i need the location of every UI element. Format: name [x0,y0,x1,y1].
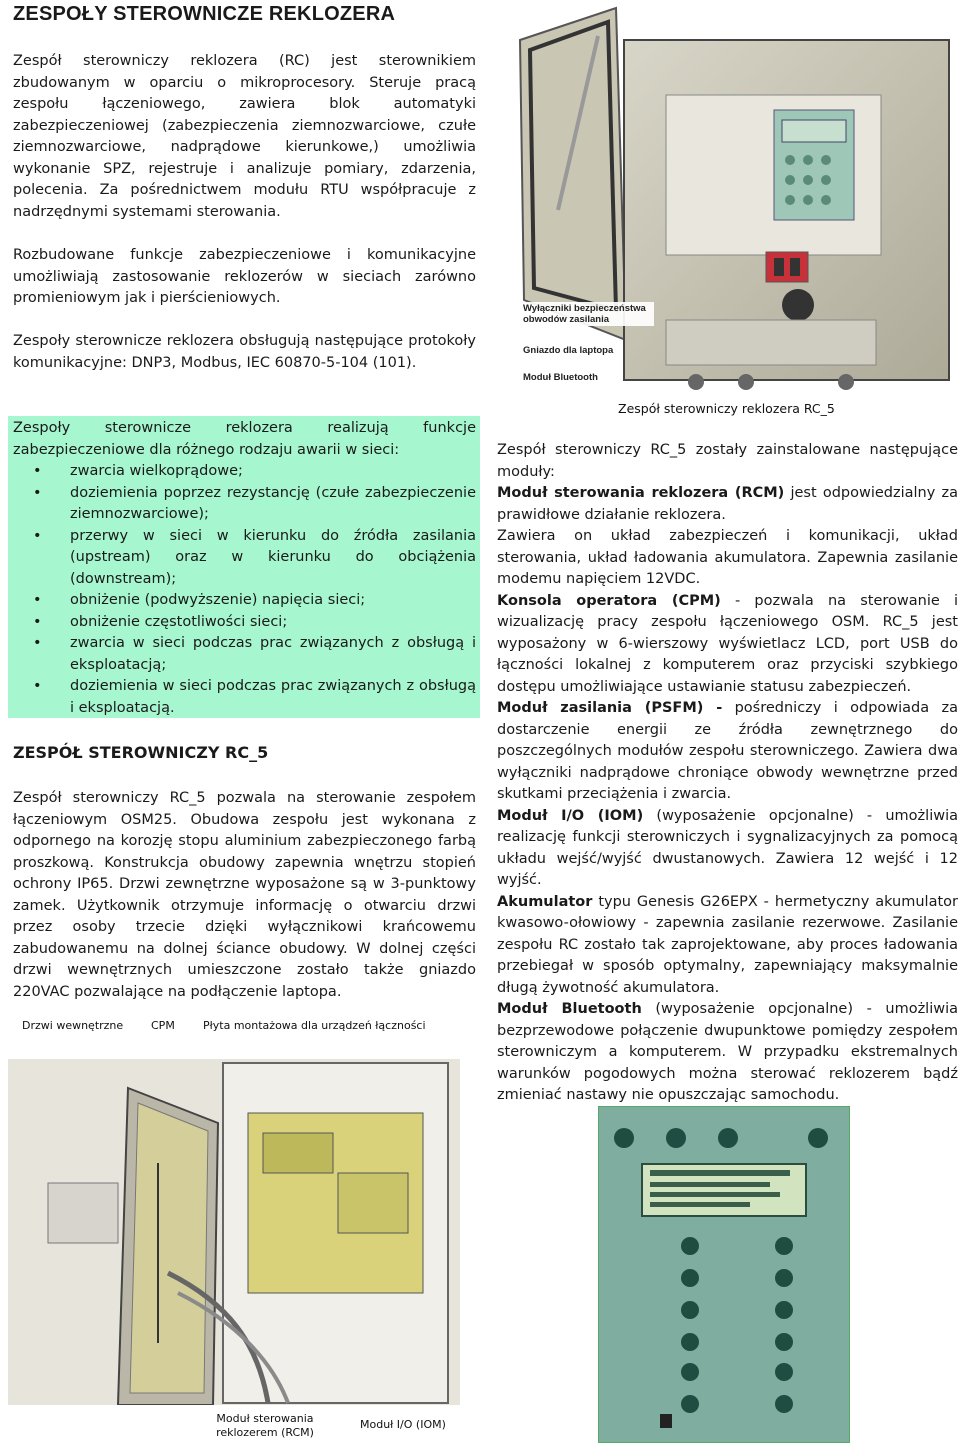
label-inner-door: Drzwi wewnętrzne [22,1019,124,1032]
rcm-text: jest odpowiedzialny za prawidłowe działanie reklozera. [497,485,958,523]
psfm-text: pośredniczy i odpowiada za dostarczenie energii ze źródła zewnętrznego do poszczególnych modułów zespołu sterowniczego. Zawiera dwa wyłączniki nadprądowe chroniące obwody wewnętrzne przed skutkami przeciążenia i zwarcia. [497,700,958,802]
bluetooth-text: (wyposażenie opcjonalne) - umożliwia bezprzewodowe połączenie dwupunktowe pomiędzy zespołem sterowniczym a komputerem. W przypadku ekstremalnych warunków pogodowych można sterować reklozerem bądź zmieniać nastawy nie opuszczając samochodu. [497,1001,959,1103]
interior-photo [8,1043,460,1405]
list-item: • zwarcia w sieci podczas prac związanych z obsługą i eksploatacją; [13,633,476,676]
iom-title: Moduł I/O (IOM) [497,807,644,824]
modules-intro: Zespół sterowniczy RC_5 zostały zainstalowane następujące moduły: [497,442,958,480]
interior-illustration [8,1043,460,1405]
cabinet-photo-caption: Zespół sterowniczy reklozera RC_5 [618,401,835,416]
operator-panel-photo [598,1106,850,1443]
label-bluetooth-module: Moduł Bluetooth [520,371,601,384]
label-safety-switches: Wyłączniki bezpieczeństwa obwodów zasilania [520,302,654,326]
rc5-heading: ZESPÓŁ STEROWNICZY RC_5 [13,743,269,762]
protection-list [13,461,476,719]
operator-panel-illustration [598,1106,850,1443]
label-rcm: Moduł sterowania reklozerem (RCM) [216,1412,314,1439]
bluetooth-title: Moduł Bluetooth [497,1001,642,1017]
cabinet-illustration [516,0,960,392]
rcm-title: Moduł sterowania reklozera (RCM) [497,485,785,501]
list-item: • obniżenie (podwyższenie) napięcia sieci; [13,590,476,612]
cpm-title: Konsola operatora (CPM) [497,592,721,609]
rc5-paragraph: Zespół sterowniczy RC_5 pozwala na sterowanie zespołem łączeniowym OSM25. Obudowa zespołu jest wykonana z odpornego na korozję stopu aluminium zabezpieczonego farbą proszkową. Konstrukcja obudowy zapewnia wnętrzu stopień ochrony IP65. Drzwi zewnętrzne wyposażone są w 3-punktowy zamek. Użytkownik otrzymuje informację o otwarciu drzwi przez osoby trzecie dzięki wyłącznikowi krańcowemu zabudowanemu na dolnej ściance obudowy. W dolnej części drzwi wewnętrznych umieszczone zostało także gniazdo 220VAC pozwalające na podłączenie laptopa. [13,790,476,1000]
page-title: ZESPOŁY STEROWNICZE REKLOZERA [13,3,396,25]
cpm-text: - pozwala na sterowanie i wizualizację pracy zespołu łączeniowego OSM. RC_5 jest wyposażony w 6-wierszowy wyświetlacz LCD, port USB do łączności lokalnej z komputerem oraz przyciski szybkiego dostępu umożliwiające ustawianie statusu zabezpieczeń. [497,592,958,695]
accumulator-text: typu Genesis G26EPX - hermetyczny akumulator kwasowo-ołowiowy - zapewnia zasilanie rezerwowe. Zasilanie zespołu RC zostało tak zaprojektowane, aby proces ładowania przebiegał w sposób optymalny, zapewniający maksymalnie długą żywotność akumulatora. [497,893,958,996]
list-item: • zwarcia wielkoprądowe; [13,461,476,483]
list-item: • doziemienia w sieci podczas prac związanych z obsługą i eksploatacją. [13,676,476,719]
label-iom: Moduł I/O (IOM) [360,1418,446,1431]
modules-description [497,440,958,1107]
protection-intro: Zespoły sterownicze reklozera realizują funkcje zabezpieczeniowe dla różnego rodzaju awarii w sieci: [13,420,476,458]
label-cpm: CPM [151,1019,175,1032]
label-mounting-plate: Płyta montażowa dla urządzeń łączności [203,1019,426,1032]
iom-text: (wyposażenie opcjonalne) - umożliwia realizację funkcji sterowniczych i sygnalizacyjnych za pomocą układu wejść/wyjść dwustanowych. Zawiera 12 wejść i 12 wyjść. [497,807,958,888]
intro-paragraph: Zespół sterowniczy reklozera (RC) jest sterownikiem zbudowanym w oparciu o mikroprocesory. Steruje pracą zespołu łączeniowego, zawiera blok automatyki zabezpieczeniowej (zabezpieczenia ziemnozwarciowe, czułe ziemnozwarciowe, nadprądowe kierunkowe,) umożliwia wykonanie SPZ, rejestruje i analizuje pomiary, zdarzenia, polecenia. Za pośrednictwem modułu RTU współpracuje z nadrzędnymi systemami sterowania. [13,53,476,220]
paragraph-2: Rozbudowane funkcje zabezpieczeniowe i komunikacyjne umożliwiają zastosowanie reklozerów w sieciach zarówno promieniowym jak i pierścieniowych. [13,247,476,306]
cabinet-photo [516,0,960,392]
accumulator-title: Akumulator [497,893,593,910]
protection-box [13,418,476,719]
rcm-text-2: Zawiera on układ zabezpieczeń i komunikacji, układ sterowania, układ ładowania akumulatora. Zapewnia zasilanie modemu napięciem 12VDC. [497,528,958,587]
list-item: • doziemienia poprzez rezystancję (czułe zabezpieczenie ziemnozwarciowe); [13,483,476,526]
list-item: • przerwy w sieci w kierunku do źródła zasilania (upstream) oraz w kierunku do obciążenia (downstream); [13,526,476,591]
list-item: • obniżenie częstotliwości sieci; [13,612,476,634]
psfm-title: Moduł zasilania (PSFM) - [497,700,723,716]
label-laptop-socket: Gniazdo dla laptopa [520,344,616,357]
paragraph-3: Zespoły sterownicze reklozera obsługują następujące protokoły komunikacyjne: DNP3, Modbus, IEC 60870-5-104 (101). [13,333,476,371]
